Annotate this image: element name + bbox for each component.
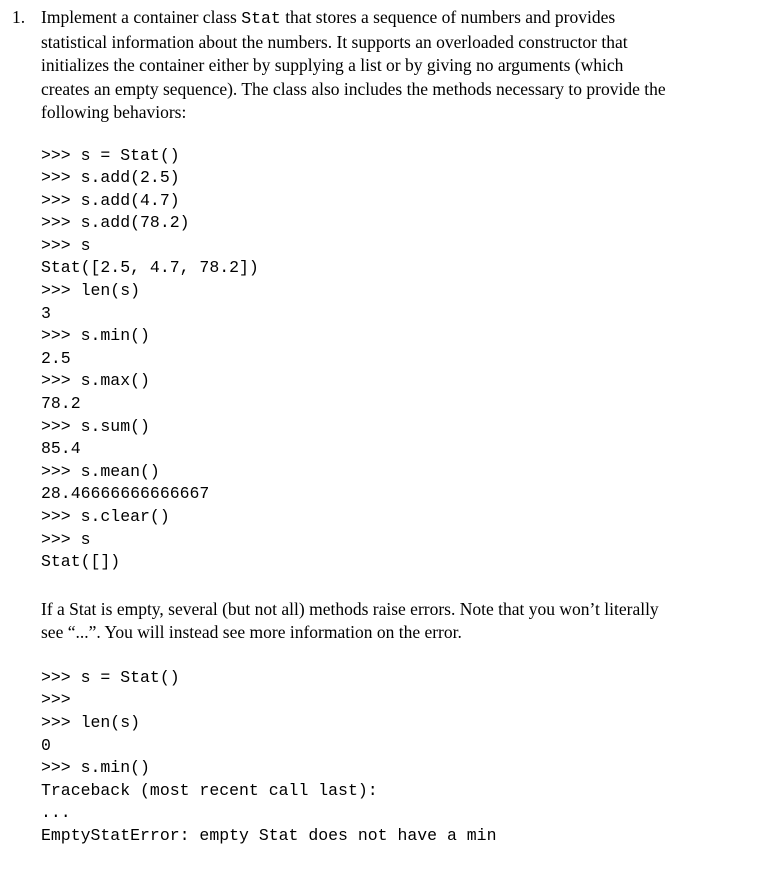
code-line: 0 <box>41 735 51 755</box>
code-line: >>> s.mean() <box>41 461 160 481</box>
intro-line: statistical information about the numbers. It supports an overloaded constructor that <box>41 31 628 52</box>
code-line: >>> s.min() <box>41 758 150 778</box>
code-line: >>> s <box>41 235 91 255</box>
note-line: If a Stat is empty, several (but not all) methods raise errors. Note that you won’t literally <box>41 598 659 619</box>
code-line: >>> s = Stat() <box>41 667 180 687</box>
note-line: see “...”. You will instead see more information on the error. <box>41 622 462 643</box>
item-body <box>41 6 772 848</box>
code-line: 85.4 <box>41 439 81 459</box>
code-line: Traceback (most recent call last): <box>41 780 378 800</box>
code-line: >>> s.max() <box>41 371 150 391</box>
class-name-code: Stat <box>241 9 281 28</box>
code-line: 78.2 <box>41 394 81 414</box>
intro-line: following behaviors: <box>41 102 187 122</box>
code-line: >>> s <box>41 529 91 549</box>
code-line: >>> s.add(2.5) <box>41 168 180 188</box>
code-line: EmptyStatError: empty Stat does not have a min <box>41 825 497 845</box>
question-item <box>12 6 772 848</box>
example-session-1 <box>41 145 772 574</box>
code-line: ... <box>41 803 71 823</box>
code-line: >>> s.clear() <box>41 507 170 526</box>
intro-line: creates an empty sequence). The class also includes the methods necessary to provide the <box>41 78 666 99</box>
code-line: >>> s.sum() <box>41 416 150 436</box>
code-line: Stat([]) <box>41 552 121 572</box>
code-line: >>> s = Stat() <box>41 145 180 165</box>
code-line: 3 <box>41 303 51 323</box>
code-line: >>> s.min() <box>41 326 150 346</box>
item-number: 1. <box>12 7 26 27</box>
code-line: Stat([2.5, 4.7, 78.2]) <box>41 258 259 278</box>
intro-paragraph <box>41 6 772 125</box>
code-line: >>> s.add(4.7) <box>41 190 180 210</box>
code-line: >>> s.add(78.2) <box>41 213 190 233</box>
intro-line: Implement a container class Stat that stores a sequence of numbers and provides <box>41 7 616 28</box>
note-paragraph <box>41 598 772 645</box>
intro-line: initializes the container either by supplying a list or by giving no arguments (which <box>41 55 624 75</box>
example-session-2 <box>41 667 772 848</box>
code-line: 28.46666666666667 <box>41 484 210 504</box>
code-line: 2.5 <box>41 348 71 368</box>
code-line: >>> len(s) <box>41 281 141 301</box>
code-line: >>> len(s) <box>41 712 141 732</box>
code-line: >>> <box>41 690 71 710</box>
